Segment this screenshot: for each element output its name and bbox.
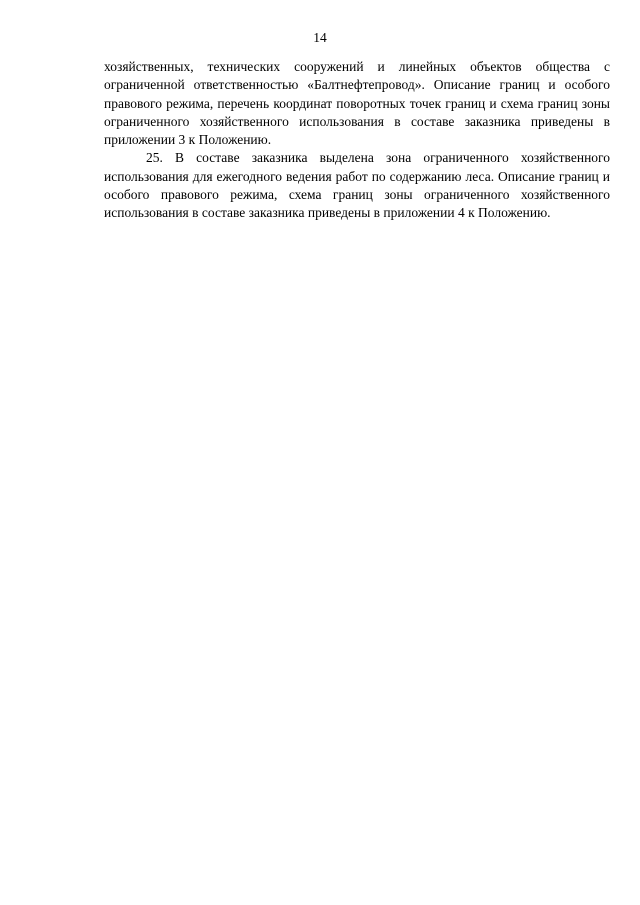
page-number: 14: [313, 30, 327, 45]
paragraph-continuation: хозяйственных, технических сооружений и линейных объектов общества с ограниченной ответственностью «Балтнефтепровод». Описание границ и особого правового режима, перечень координат поворотных точек границ и схема границ зоны ограниченного хозяйственного использования в составе заказника приведены в приложении 3 к Положению.: [104, 59, 610, 148]
document-body: [104, 58, 610, 223]
paragraph-item-25: 25. В составе заказника выделена зона ограниченного хозяйственного использования для ежегодного ведения работ по содержанию леса. Описание границ и особого правового режима, схема границ зоны ограниченного хозяйственного использования в составе заказника приведены в приложении 4 к Положению.: [104, 150, 610, 221]
